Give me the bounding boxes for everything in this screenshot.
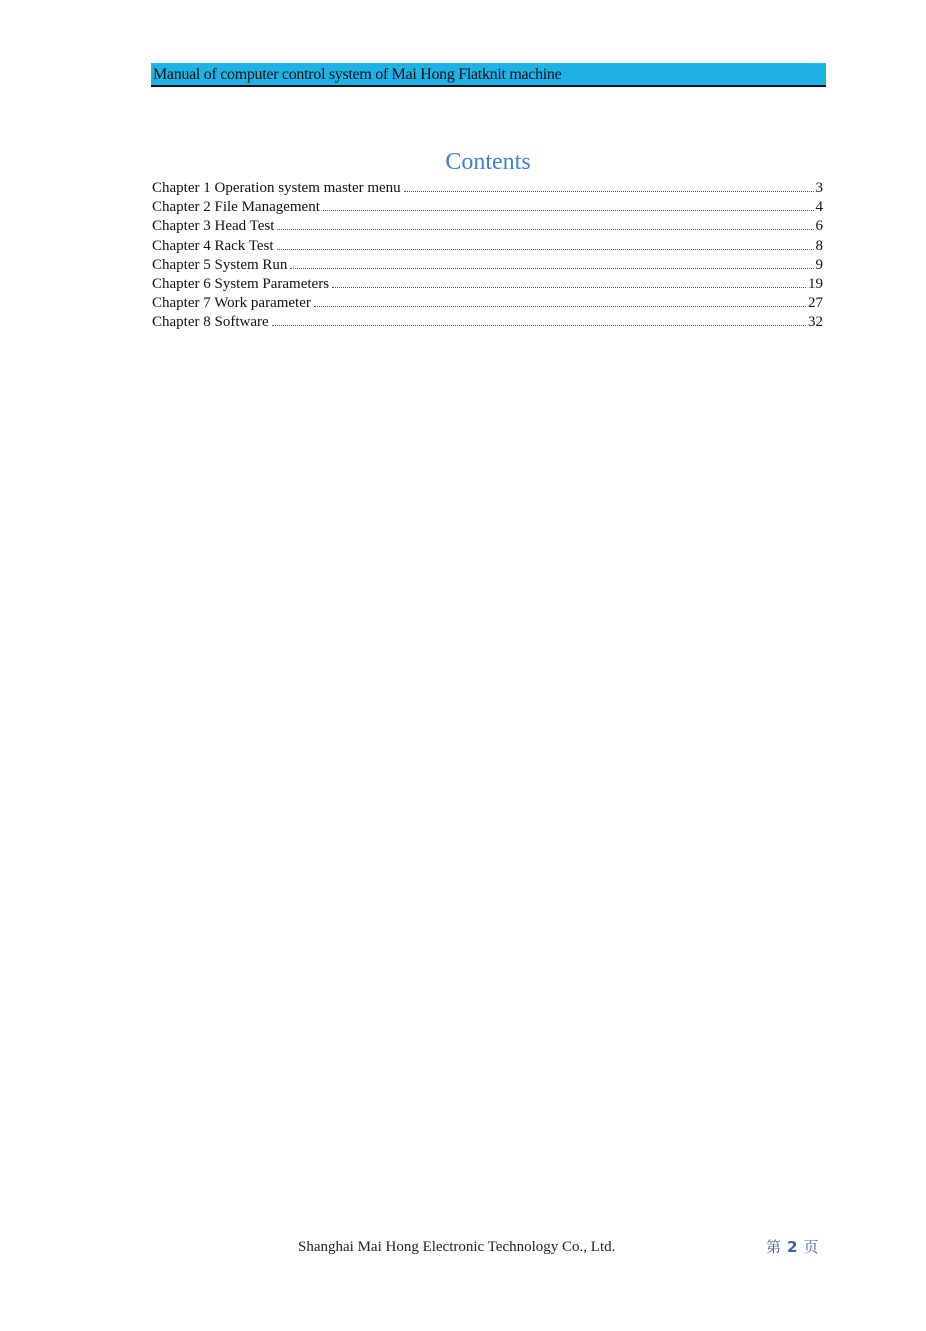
toc-dot-leader (314, 292, 806, 307)
toc-entry[interactable] (152, 196, 823, 215)
toc-entry-label: Chapter 1 Operation system master menu (152, 180, 401, 196)
toc-entry-label: Chapter 5 System Run (152, 256, 288, 273)
footer-page-value: 2 (787, 1238, 798, 1256)
toc-entry-label: Chapter 8 Software (152, 314, 269, 331)
toc-entry[interactable] (152, 311, 823, 330)
toc-entry-page: 8 (815, 237, 823, 254)
toc-dot-leader (332, 273, 806, 288)
toc-dot-leader (290, 254, 813, 269)
toc-dot-leader (272, 311, 806, 326)
toc-heading: Contents (445, 149, 531, 175)
toc-entry-page: 9 (815, 256, 823, 273)
toc-dot-leader (323, 196, 814, 211)
toc-entry[interactable] (152, 292, 823, 311)
toc-entry-page: 6 (815, 218, 823, 235)
toc-entry-page: 19 (808, 275, 823, 292)
toc-entry-label: Chapter 3 Head Test (152, 218, 275, 235)
toc-entry[interactable] (152, 273, 823, 292)
toc-entry-label: Chapter 7 Work parameter (152, 295, 311, 312)
running-header (151, 63, 826, 87)
toc-dot-leader (277, 235, 814, 250)
toc-entry-page: 4 (815, 199, 823, 216)
header-title: Manual of computer control system of Mai Hong Flatknit machine (153, 66, 562, 83)
toc-entry-label: Chapter 4 Rack Test (152, 237, 274, 254)
toc-entry-page: 3 (815, 180, 823, 196)
toc-entry-label: Chapter 6 System Parameters (152, 275, 330, 292)
footer-page-suffix: 页 (803, 1238, 819, 1256)
toc-entry[interactable] (152, 254, 823, 273)
toc-entry[interactable] (152, 235, 823, 254)
toc-entry-page: 27 (808, 295, 823, 312)
table-of-contents (152, 177, 823, 331)
toc-entry-page: 32 (808, 314, 823, 331)
toc-entry[interactable] (152, 215, 823, 234)
toc-dot-leader (277, 215, 813, 230)
toc-entry[interactable] (152, 177, 823, 196)
footer-page-number (766, 1237, 824, 1257)
footer-page-prefix: 第 (766, 1238, 782, 1256)
toc-dot-leader (404, 177, 814, 192)
footer-company: Shanghai Mai Hong Electronic Technology Co., Ltd. (298, 1239, 616, 1255)
toc-entry-label: Chapter 2 File Management (152, 199, 320, 216)
